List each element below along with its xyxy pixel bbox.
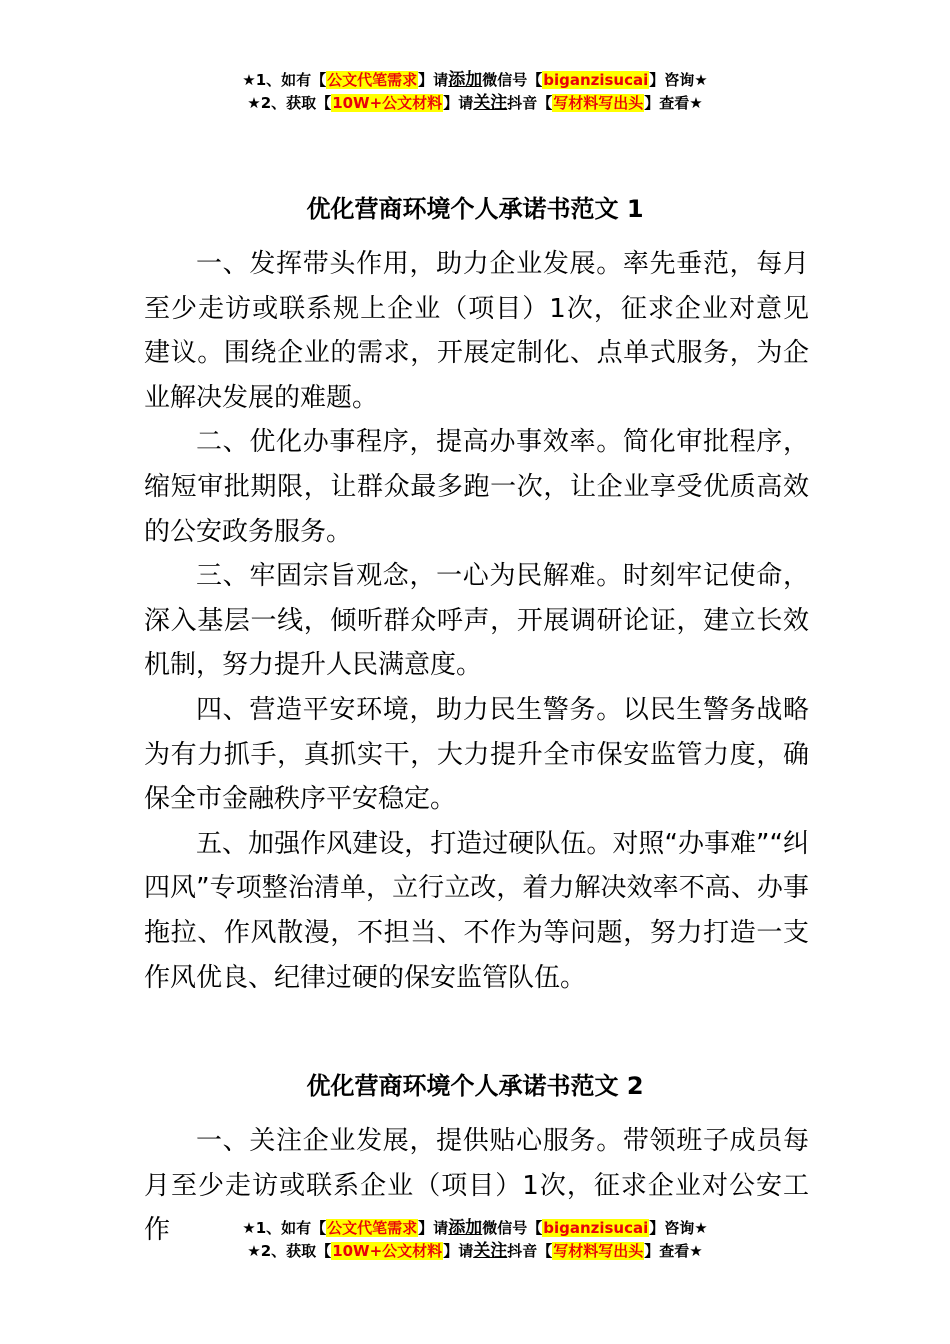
banner-text: 】请 [418, 1219, 449, 1237]
banner-highlight-materials: 10W+公文材料 [332, 1242, 443, 1260]
banner-text: 】请 [418, 71, 449, 89]
banner-text: ★1、如有【 [242, 71, 327, 89]
paragraph: 三、牢固宗旨观念，一心为民解难。时刻牢记使命，深入基层一线，倾听群众呼声，开展调研论证，建立长效机制，努力提升人民满意度。 [144, 561, 809, 681]
banner-text: 抖音【 [507, 1242, 553, 1260]
section-1-title: 优化营商环境个人承诺书范文 1 [306, 195, 644, 223]
banner-text: ★2、获取【 [247, 1242, 332, 1260]
banner-highlight-wechat-id: biganzisucai [543, 1219, 649, 1237]
banner-highlight-douyin-account: 写材料写出头 [553, 1242, 644, 1260]
paragraph: 一、关注企业发展，提供贴心服务。带领班子成员每月至少走访或联系企业（项目）1次，征求企业对公安工作 [144, 1126, 809, 1246]
banner-emphasis: 添加 [448, 70, 483, 90]
banner-highlight-wechat-id: biganzisucai [543, 71, 649, 89]
banner-text: ★2、获取【 [247, 94, 332, 112]
banner-text: 微信号【 [482, 71, 543, 89]
footer-banner [0, 1217, 950, 1263]
banner-text: 】咨询★ [649, 1219, 708, 1237]
section-2-title: 优化营商环境个人承诺书范文 2 [306, 1072, 644, 1100]
paragraph: 一、发挥带头作用，助力企业发展。率先垂范，每月至少走访或联系规上企业（项目）1次，征求企业对意见建议。围绕企业的需求，开展定制化、点单式服务，为企业解决发展的难题。 [144, 249, 809, 413]
header-banner [0, 69, 950, 115]
banner-emphasis: 关注 [473, 93, 508, 113]
banner-text: 抖音【 [507, 94, 553, 112]
banner-text: 】请 [443, 1242, 474, 1260]
banner-text: ★1、如有【 [242, 1219, 327, 1237]
paragraph: 四、营造平安环境，助力民生警务。以民生警务战略为有力抓手，真抓实干，大力提升全市保安监管力度，确保全市金融秩序平安稳定。 [144, 694, 809, 815]
banner-highlight-douyin-account: 写材料写出头 [553, 94, 644, 112]
section-1-body [144, 242, 809, 1000]
banner-line-1 [0, 69, 950, 92]
banner-text: 】请 [443, 94, 474, 112]
banner-highlight-service: 公文代笔需求 [327, 1219, 418, 1237]
banner-highlight-materials: 10W+公文材料 [332, 94, 443, 112]
banner-line-2 [0, 1240, 950, 1263]
banner-highlight-service: 公文代笔需求 [327, 71, 418, 89]
banner-text: 微信号【 [482, 1219, 543, 1237]
banner-emphasis: 关注 [473, 1241, 508, 1261]
banner-text: 】查看★ [644, 1242, 703, 1260]
banner-text: 】查看★ [644, 94, 703, 112]
banner-emphasis: 添加 [448, 1218, 483, 1238]
paragraph: 五、加强作风建设，打造过硬队伍。对照“办事难”“纠四风”专项整治清单，立行立改，着力解决效率不高、办事拖拉、作风散漫，不担当、不作为等问题，努力打造一支作风优良、纪律过硬的保安监管队伍。 [144, 828, 809, 993]
banner-text: 】咨询★ [649, 71, 708, 89]
banner-line-2 [0, 92, 950, 115]
banner-line-1 [0, 1217, 950, 1240]
paragraph: 二、优化办事程序，提高办事效率。简化审批程序，缩短审批期限，让群众最多跑一次，让企业享受优质高效的公安政务服务。 [144, 427, 809, 547]
